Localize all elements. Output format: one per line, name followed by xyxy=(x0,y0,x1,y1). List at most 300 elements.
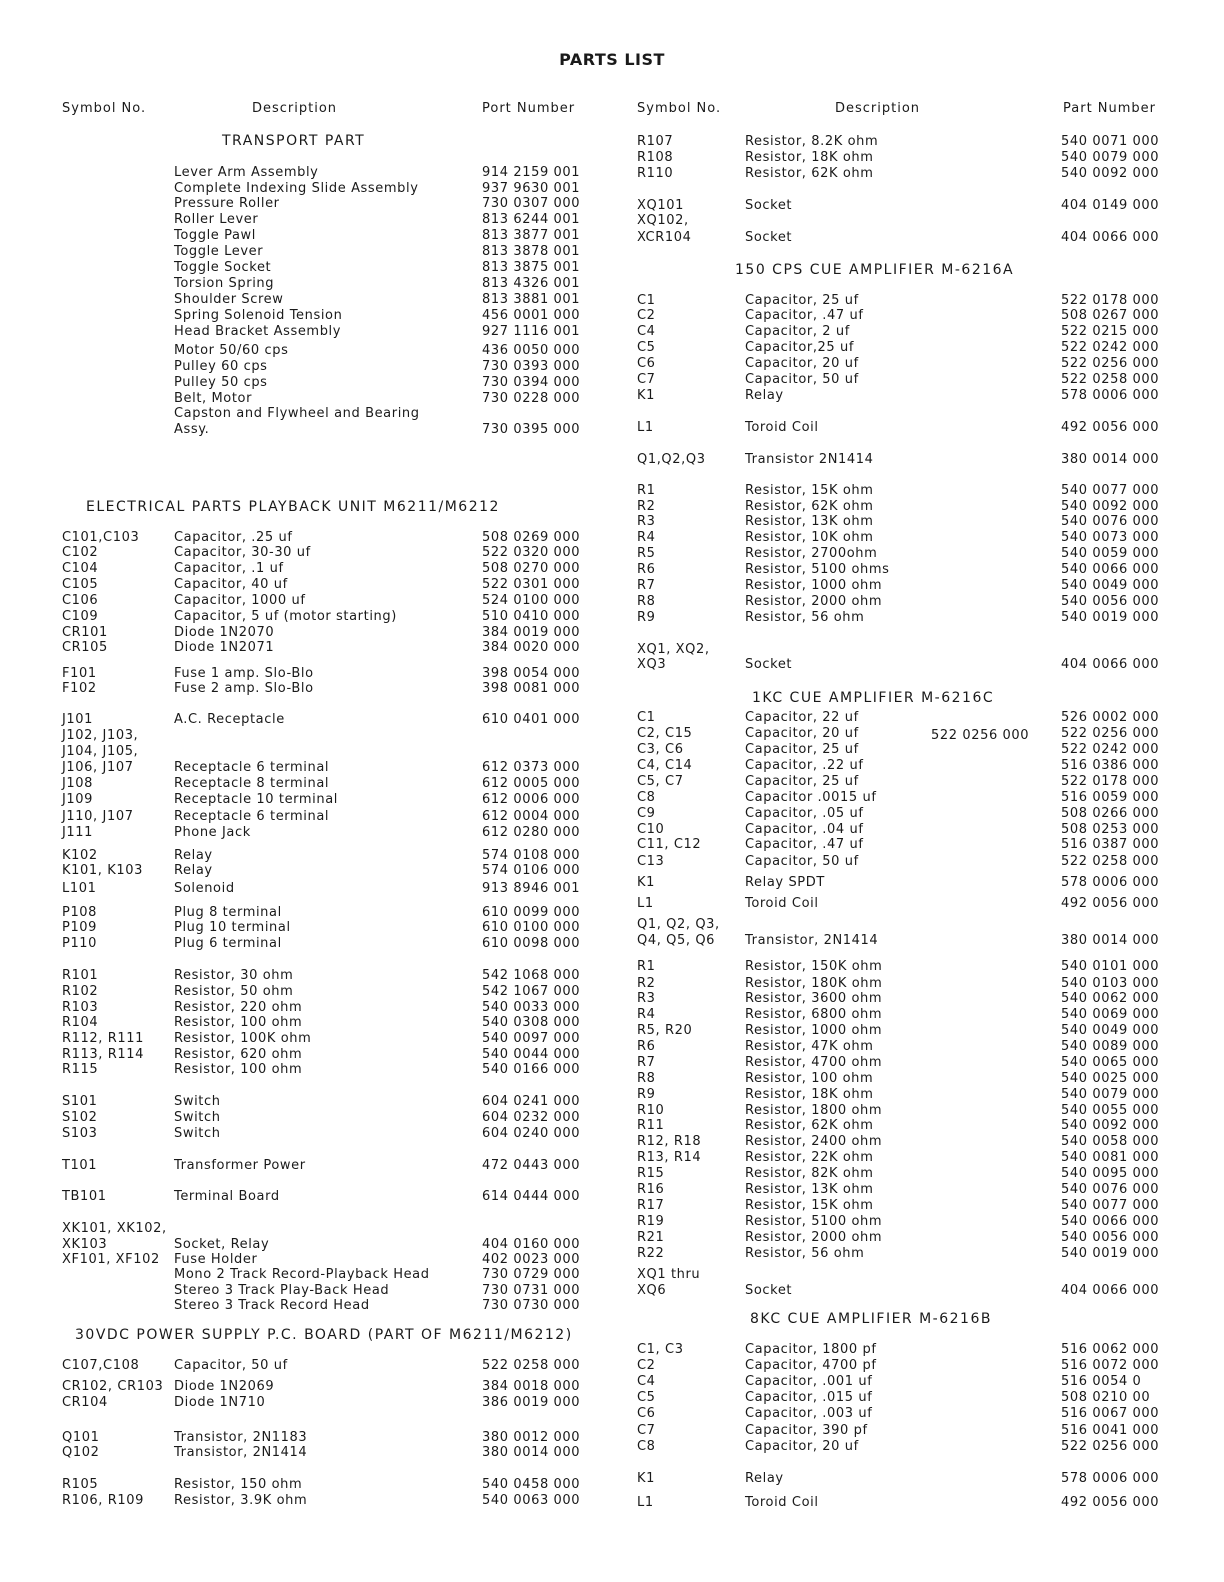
part-description: Capacitor, 20 uf xyxy=(745,1439,859,1454)
part-row xyxy=(0,1221,167,1236)
part-symbol: F102 xyxy=(62,681,97,696)
part-symbol: R110 xyxy=(637,166,674,181)
part-symbol: C5, C7 xyxy=(637,774,684,789)
part-number: 508 0253 000 xyxy=(1061,822,1160,837)
part-description: Capacitor, .22 uf xyxy=(745,758,864,773)
part-description: Capacitor, 1800 pf xyxy=(745,1342,877,1357)
part-row xyxy=(0,1150,1160,1165)
part-symbol: XK103 xyxy=(62,1237,108,1252)
part-description: Capacitor, .05 uf xyxy=(745,806,864,821)
part-number: 610 0098 000 xyxy=(482,936,581,951)
part-number: 404 0149 000 xyxy=(1061,198,1160,213)
part-row xyxy=(0,276,581,291)
part-row xyxy=(0,343,581,358)
part-description: Spring Solenoid Tension xyxy=(174,308,343,323)
part-symbol: R106, R109 xyxy=(62,1493,144,1508)
part-number: 540 0056 000 xyxy=(1061,594,1160,609)
part-symbol: XQ1 thru xyxy=(637,1267,701,1282)
part-number: 398 0081 000 xyxy=(482,681,581,696)
part-number: 540 0081 000 xyxy=(1061,1150,1160,1165)
part-number: 540 0092 000 xyxy=(1061,499,1160,514)
part-row xyxy=(0,1023,1160,1038)
part-number: 540 0071 000 xyxy=(1061,134,1160,149)
part-number: 612 0006 000 xyxy=(482,792,581,807)
part-symbol: J106, J107 xyxy=(62,760,134,775)
part-description: Capacitor, 30-30 uf xyxy=(174,545,311,560)
part-symbol: Q102 xyxy=(62,1445,100,1460)
part-symbol: S103 xyxy=(62,1126,98,1141)
part-symbol: C7 xyxy=(637,372,656,387)
part-row xyxy=(0,1110,581,1125)
part-description: Capacitor, 50 uf xyxy=(745,854,859,869)
part-number: 612 0005 000 xyxy=(482,776,581,791)
part-number: 380 0014 000 xyxy=(1061,452,1160,467)
part-symbol: C3, C6 xyxy=(637,742,684,757)
part-symbol: Q1, Q2, Q3, xyxy=(637,917,720,932)
part-symbol: S101 xyxy=(62,1094,98,1109)
part-row xyxy=(0,483,1160,498)
part-description: Toggle Lever xyxy=(174,244,264,259)
part-number: 404 0066 000 xyxy=(1061,1283,1160,1298)
part-row xyxy=(0,976,1160,991)
part-symbol: R103 xyxy=(62,1000,99,1015)
part-number: 540 0095 000 xyxy=(1061,1166,1160,1181)
part-number: 730 0395 000 xyxy=(482,422,581,437)
part-row xyxy=(0,760,581,775)
part-number: 614 0444 000 xyxy=(482,1189,581,1204)
part-description: Receptacle 8 terminal xyxy=(174,776,330,791)
part-row xyxy=(0,968,581,983)
part-number: 508 0266 000 xyxy=(1061,806,1160,821)
part-number: 610 0099 000 xyxy=(482,905,581,920)
part-symbol: C4, C14 xyxy=(637,758,693,773)
part-number: 610 0401 000 xyxy=(482,712,581,727)
part-description: Resistor, 2000 ohm xyxy=(745,1230,883,1245)
part-number: 540 0079 000 xyxy=(1061,150,1160,165)
part-description: Lever Arm Assembly xyxy=(174,165,319,180)
part-number: 813 3878 001 xyxy=(482,244,581,259)
part-row xyxy=(0,1015,581,1030)
part-number: 402 0023 000 xyxy=(482,1252,581,1267)
part-number: 540 0103 000 xyxy=(1061,976,1160,991)
part-symbol: R22 xyxy=(637,1246,665,1261)
part-description: Resistor, 18K ohm xyxy=(745,1087,874,1102)
header-part-number-right: Part Number xyxy=(1063,101,1157,116)
part-number: 404 0066 000 xyxy=(1061,230,1160,245)
part-symbol: C2, C15 xyxy=(637,726,693,741)
part-row xyxy=(0,1395,581,1410)
part-symbol: R11 xyxy=(637,1118,665,1133)
part-symbol: C13 xyxy=(637,854,665,869)
part-symbol: P109 xyxy=(62,920,98,935)
part-description: Resistor, 22K ohm xyxy=(745,1150,874,1165)
part-symbol: L1 xyxy=(637,896,654,911)
part-symbol: C104 xyxy=(62,561,99,576)
part-description: Resistor, 62K ohm xyxy=(745,166,874,181)
part-number: 516 0059 000 xyxy=(1061,790,1160,805)
part-number: 522 0320 000 xyxy=(482,545,581,560)
part-description: Socket xyxy=(745,1283,793,1298)
part-row xyxy=(0,375,581,390)
part-description: Motor 50/60 cps xyxy=(174,343,289,358)
part-row xyxy=(0,728,139,743)
part-row xyxy=(0,1062,581,1077)
header-description-left: Description xyxy=(252,101,338,116)
part-row xyxy=(0,792,581,807)
part-number: 540 0033 000 xyxy=(482,1000,581,1015)
part-number: 384 0020 000 xyxy=(482,640,581,655)
part-number: 516 0054 0 xyxy=(1061,1374,1142,1389)
part-row xyxy=(0,881,581,896)
part-number: 540 0077 000 xyxy=(1061,483,1160,498)
part-symbol: C105 xyxy=(62,577,99,592)
part-symbol: L1 xyxy=(637,420,654,435)
part-symbol: R8 xyxy=(637,594,656,609)
part-row xyxy=(0,666,581,681)
part-number: 384 0019 000 xyxy=(482,625,581,640)
part-description: Fuse 2 amp. Slo-Blo xyxy=(174,681,314,696)
part-description: Resistor, 2400 ohm xyxy=(745,1134,883,1149)
part-number: 914 2159 001 xyxy=(482,165,581,180)
part-number: 540 0056 000 xyxy=(1061,1230,1160,1245)
part-number: 522 0301 000 xyxy=(482,577,581,592)
part-description: Capston and Flywheel and Bearing xyxy=(174,406,420,421)
part-description: Transistor, 2N1414 xyxy=(745,933,879,948)
part-description: Diode 1N710 xyxy=(174,1395,266,1410)
part-description: Resistor, 56 ohm xyxy=(745,610,865,625)
part-description: Capacitor, .47 uf xyxy=(745,837,864,852)
part-description: Capacitor, .25 uf xyxy=(174,530,293,545)
part-number: 404 0160 000 xyxy=(482,1237,581,1252)
part-row xyxy=(0,514,1160,529)
part-symbol: R112, R111 xyxy=(62,1031,144,1046)
part-row xyxy=(0,1134,1160,1149)
part-number: 540 0097 000 xyxy=(482,1031,581,1046)
part-description: Capacitor, 2 uf xyxy=(745,324,850,339)
part-description: Plug 6 terminal xyxy=(174,936,282,951)
part-number: 604 0241 000 xyxy=(482,1094,581,1109)
part-number: 384 0018 000 xyxy=(482,1379,581,1394)
part-row xyxy=(0,1445,581,1460)
part-description: Mono 2 Track Record-Playback Head xyxy=(174,1267,430,1282)
part-row xyxy=(0,1198,1160,1213)
part-symbol: P108 xyxy=(62,905,98,920)
part-number: 508 0267 000 xyxy=(1061,308,1160,323)
part-description: Relay xyxy=(174,848,213,863)
part-symbol: R5 xyxy=(637,546,656,561)
part-row xyxy=(0,825,581,840)
part-symbol: R107 xyxy=(637,134,674,149)
part-number: 913 8946 001 xyxy=(482,881,581,896)
part-number: 604 0232 000 xyxy=(482,1110,581,1125)
part-row xyxy=(0,625,581,640)
part-symbol: XQ102, xyxy=(637,213,689,228)
part-description: Capacitor,25 uf xyxy=(745,340,855,355)
part-description: Torsion Spring xyxy=(174,276,275,291)
header-part-number-left: Port Number xyxy=(482,101,576,116)
part-number: 730 0731 000 xyxy=(482,1283,581,1298)
part-symbol: R104 xyxy=(62,1015,99,1030)
part-number: 813 6244 001 xyxy=(482,212,581,227)
part-number: 610 0100 000 xyxy=(482,920,581,935)
part-symbol: K1 xyxy=(637,1471,655,1486)
part-symbol: R4 xyxy=(637,1007,656,1022)
part-symbol: L1 xyxy=(637,1495,654,1510)
part-number: 522 0178 000 xyxy=(1061,293,1160,308)
part-description: Capacitor, 50 uf xyxy=(745,372,859,387)
part-number: 508 0210 00 xyxy=(1061,1390,1151,1405)
part-number: 516 0041 000 xyxy=(1061,1423,1160,1438)
part-description: Resistor, 620 ohm xyxy=(174,1047,303,1062)
part-number: 540 0049 000 xyxy=(1061,578,1160,593)
part-row xyxy=(0,809,581,824)
part-number: 612 0004 000 xyxy=(482,809,581,824)
part-number: 522 0178 000 xyxy=(1061,774,1160,789)
part-symbol: C8 xyxy=(637,1439,656,1454)
part-symbol: C4 xyxy=(637,1374,656,1389)
part-number: 813 3881 001 xyxy=(482,292,581,307)
part-number: 380 0014 000 xyxy=(1061,933,1160,948)
part-description: Complete Indexing Slide Assembly xyxy=(174,181,419,196)
part-row xyxy=(0,905,581,920)
part-number: 522 0258 000 xyxy=(482,1358,581,1373)
part-symbol: C1 xyxy=(637,710,656,725)
part-number: 813 3877 001 xyxy=(482,228,581,243)
part-symbol: J109 xyxy=(62,792,94,807)
part-row xyxy=(0,920,581,935)
part-row xyxy=(0,1166,1160,1181)
part-row xyxy=(0,150,1160,165)
part-description: Capacitor, .47 uf xyxy=(745,308,864,323)
part-description: Capacitor, .1 uf xyxy=(174,561,284,576)
part-symbol: K1 xyxy=(637,875,655,890)
part-description: Capacitor, .015 uf xyxy=(745,1390,873,1405)
part-symbol: S102 xyxy=(62,1110,98,1125)
part-description: Resistor, 2000 ohm xyxy=(745,594,883,609)
part-symbol: C5 xyxy=(637,1390,656,1405)
part-number: 492 0056 000 xyxy=(1061,896,1160,911)
part-number: 540 0066 000 xyxy=(1061,562,1160,577)
part-number: 612 0373 000 xyxy=(482,760,581,775)
part-symbol: J110, J107 xyxy=(62,809,134,824)
part-description: Pressure Roller xyxy=(174,196,280,211)
part-description: Resistor, 5100 ohms xyxy=(745,562,890,577)
part-row xyxy=(0,1094,581,1109)
part-description: Transistor 2N1414 xyxy=(745,452,874,467)
part-row xyxy=(0,1406,1160,1421)
page-title: PARTS LIST xyxy=(559,50,665,69)
part-number: 612 0280 000 xyxy=(482,825,581,840)
part-description: Toroid Coil xyxy=(745,1495,819,1510)
part-description: Capacitor, 40 uf xyxy=(174,577,288,592)
part-row xyxy=(0,228,581,243)
part-description: Switch xyxy=(174,1094,221,1109)
part-description: Resistor, 100K ohm xyxy=(174,1031,312,1046)
part-symbol: XQ1, XQ2, xyxy=(637,642,710,657)
part-symbol: J102, J103, xyxy=(62,728,139,743)
part-symbol: R102 xyxy=(62,984,99,999)
part-number: 540 0049 000 xyxy=(1061,1023,1160,1038)
part-row xyxy=(0,181,581,196)
part-description: Solenoid xyxy=(174,881,235,896)
part-description: Resistor, 82K ohm xyxy=(745,1166,874,1181)
part-description: Socket xyxy=(745,657,793,672)
part-number: 516 0386 000 xyxy=(1061,758,1160,773)
part-number: 540 0308 000 xyxy=(482,1015,581,1030)
part-description: Resistor, 180K ohm xyxy=(745,976,883,991)
part-number: 456 0001 000 xyxy=(482,308,581,323)
part-number: 730 0228 000 xyxy=(482,391,581,406)
part-description: Capacitor, 22 uf xyxy=(745,710,859,725)
part-number: 522 0242 000 xyxy=(1061,742,1160,757)
part-symbol: R113, R114 xyxy=(62,1047,144,1062)
part-description: Resistor, 3.9K ohm xyxy=(174,1493,308,1508)
part-row xyxy=(0,657,1160,672)
part-symbol: C6 xyxy=(637,356,656,371)
part-description: Stereo 3 Track Record Head xyxy=(174,1298,370,1313)
part-number: 436 0050 000 xyxy=(482,343,581,358)
part-row xyxy=(0,776,581,791)
part-row xyxy=(0,359,581,374)
part-description: Resistor, 10K ohm xyxy=(745,530,874,545)
part-symbol: XK101, XK102, xyxy=(62,1221,167,1236)
part-row xyxy=(0,896,1160,911)
part-description: Relay xyxy=(745,388,784,403)
part-row xyxy=(0,1252,581,1267)
part-symbol: C1, C3 xyxy=(637,1342,684,1357)
section-heading: 1KC CUE AMPLIFIER M-6216C xyxy=(752,690,995,706)
part-number: 540 0025 000 xyxy=(1061,1071,1160,1086)
section-heading: ELECTRICAL PARTS PLAYBACK UNIT M6211/M6212 xyxy=(86,499,500,515)
part-number: 524 0100 000 xyxy=(482,593,581,608)
part-number: 574 0106 000 xyxy=(482,863,581,878)
part-number: 540 0066 000 xyxy=(1061,1214,1160,1229)
part-description: Receptacle 10 terminal xyxy=(174,792,338,807)
part-description: Capacitor, 1000 uf xyxy=(174,593,306,608)
part-number: 730 0393 000 xyxy=(482,359,581,374)
part-description: Fuse Holder xyxy=(174,1252,258,1267)
part-description: Socket xyxy=(745,230,793,245)
part-number: 813 3875 001 xyxy=(482,260,581,275)
part-symbol: R9 xyxy=(637,610,656,625)
part-number: 730 0394 000 xyxy=(482,375,581,390)
part-number: 540 0019 000 xyxy=(1061,610,1160,625)
part-description: Switch xyxy=(174,1126,221,1141)
part-description: Switch xyxy=(174,1110,221,1125)
part-number: 380 0014 000 xyxy=(482,1445,581,1460)
part-description: Socket, Relay xyxy=(174,1237,270,1252)
part-symbol: C6 xyxy=(637,1406,656,1421)
part-description: Transformer Power xyxy=(174,1158,306,1173)
part-number: 472 0443 000 xyxy=(482,1158,581,1173)
part-symbol: K1 xyxy=(637,388,655,403)
part-number: 526 0002 000 xyxy=(1061,710,1160,725)
part-description: Resistor, 62K ohm xyxy=(745,499,874,514)
part-symbol: XCR104 xyxy=(637,230,692,245)
part-row xyxy=(0,260,581,275)
part-row xyxy=(0,244,581,259)
part-number: 516 0072 000 xyxy=(1061,1358,1160,1373)
part-number: 522 0215 000 xyxy=(1061,324,1160,339)
part-symbol: R13, R14 xyxy=(637,1150,702,1165)
part-number: 510 0410 000 xyxy=(482,609,581,624)
part-symbol: CR101 xyxy=(62,625,108,640)
part-symbol: K101, K103 xyxy=(62,863,143,878)
part-symbol: C7 xyxy=(637,1423,656,1438)
part-number: 540 0076 000 xyxy=(1061,1182,1160,1197)
part-row xyxy=(0,848,581,863)
part-number: 540 0077 000 xyxy=(1061,1198,1160,1213)
part-row xyxy=(0,1237,581,1252)
part-symbol: R4 xyxy=(637,530,656,545)
part-number: 730 0307 000 xyxy=(482,196,581,211)
part-symbol: R12, R18 xyxy=(637,1134,702,1149)
part-row xyxy=(0,640,581,655)
part-row xyxy=(0,1158,581,1173)
part-number: 540 0062 000 xyxy=(1061,991,1160,1006)
part-description: Capacitor, .003 uf xyxy=(745,1406,873,1421)
part-description: Resistor, 56 ohm xyxy=(745,1246,865,1261)
part-number: 508 0269 000 xyxy=(482,530,581,545)
part-number: 540 0079 000 xyxy=(1061,1087,1160,1102)
part-description: Capacitor, 25 uf xyxy=(745,293,859,308)
part-symbol: R1 xyxy=(637,483,656,498)
section-heading: TRANSPORT PART xyxy=(222,133,366,149)
part-description: Receptacle 6 terminal xyxy=(174,809,330,824)
part-row xyxy=(0,712,581,727)
part-symbol: C2 xyxy=(637,1358,656,1373)
part-number: 542 1067 000 xyxy=(482,984,581,999)
part-symbol: J101 xyxy=(62,712,94,727)
part-description: Head Bracket Assembly xyxy=(174,324,342,339)
part-row xyxy=(0,837,1160,852)
part-number: 574 0108 000 xyxy=(482,848,581,863)
part-row xyxy=(0,959,1160,974)
part-row xyxy=(0,1379,581,1394)
part-number: 730 0729 000 xyxy=(482,1267,581,1282)
part-number: 542 1068 000 xyxy=(482,968,581,983)
part-row xyxy=(0,744,139,759)
part-description: Transistor, 2N1183 xyxy=(174,1430,308,1445)
header-description-right: Description xyxy=(835,101,921,116)
part-row xyxy=(0,422,581,437)
part-symbol: XQ101 xyxy=(637,198,684,213)
part-number: 492 0056 000 xyxy=(1061,420,1160,435)
part-number: 522 0256 000 xyxy=(1061,1439,1160,1454)
part-description: Resistor, 220 ohm xyxy=(174,1000,303,1015)
part-description: Resistor, 6800 ohm xyxy=(745,1007,883,1022)
part-description: Resistor, 3600 ohm xyxy=(745,991,883,1006)
part-symbol: T101 xyxy=(62,1158,98,1173)
part-description: Shoulder Screw xyxy=(174,292,284,307)
part-number: 540 0069 000 xyxy=(1061,1007,1160,1022)
part-symbol: TB101 xyxy=(62,1189,107,1204)
part-description: Capacitor, 4700 pf xyxy=(745,1358,877,1373)
part-symbol: R15 xyxy=(637,1166,665,1181)
part-number: 516 0067 000 xyxy=(1061,1406,1160,1421)
part-description: Resistor, 100 ohm xyxy=(174,1062,303,1077)
part-row xyxy=(0,1298,581,1313)
part-symbol: P110 xyxy=(62,936,98,951)
part-row xyxy=(0,1047,581,1062)
part-symbol: R10 xyxy=(637,1103,665,1118)
part-number: 578 0006 000 xyxy=(1061,388,1160,403)
part-symbol: R3 xyxy=(637,991,656,1006)
part-symbol: Q101 xyxy=(62,1430,100,1445)
part-description: Relay xyxy=(745,1471,784,1486)
part-number: 540 0101 000 xyxy=(1061,959,1160,974)
part-description: Assy. xyxy=(174,422,210,437)
